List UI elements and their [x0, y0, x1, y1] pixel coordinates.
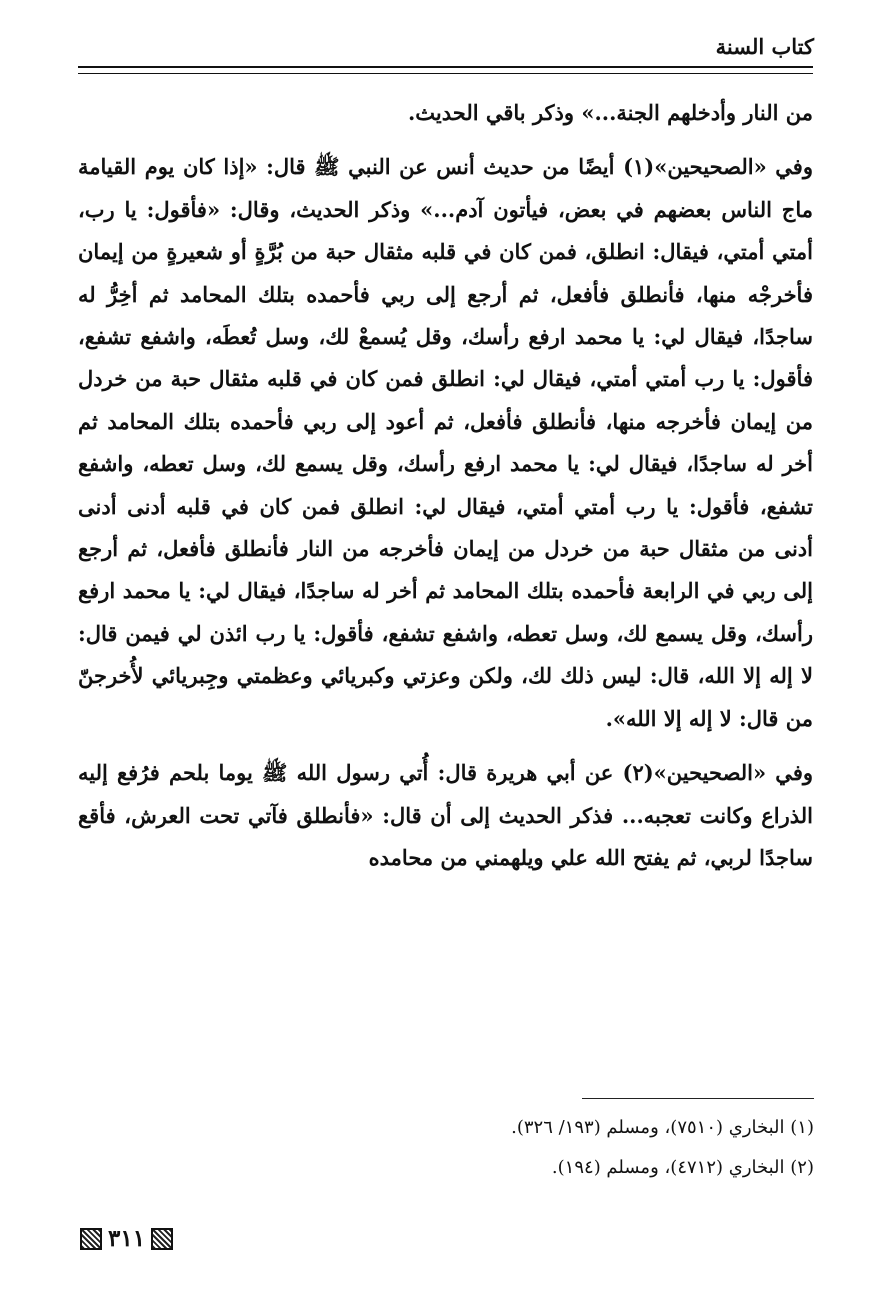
main-text-block	[78, 92, 813, 879]
paragraph-2: وفي «الصحيحين»(١) أيضًا من حديث أنس عن النبي ﷺ قال: «إذا كان يوم القيامة ماج الناس بعضهم في بعض، فيأتون آدم...» وذكر الحديث، وقال: «فأقول: يا رب، أمتي أمتي، فيقال: انطلق، فمن كان في قلبه مثقال حبة من بُرَّةٍ أو شعيرةٍ من إيمان فأخرجْه منها، فأنطلق فأفعل، ثم أرجع إلى ربي فأحمده بتلك المحامد ثم أخِرُّ له ساجدًا، فيقال لي: يا محمد ارفع رأسك، وقل يُسمعْ لك، وسل تُعطَه، واشفع تشفع، فأقول: يا رب أمتي أمتي، فيقال لي: انطلق فمن كان في قلبه مثقال حبة من خردل من إيمان فأخرجه منها، فأنطلق فأفعل، ثم أعود إلى ربي فأحمده بتلك المحامد ثم أخر له ساجدًا، فيقال لي: يا محمد ارفع رأسك، وقل يسمع لك، وسل تعطه، واشفع تشفع، فأقول: يا رب أمتي أمتي، فيقال لي: انطلق فمن كان في قلبه أدنى أدنى أدنى من مثقال حبة من خردل من إيمان فأخرجه من النار فأنطلق فأفعل، ثم أرجع إلى ربي في الرابعة فأحمده بتلك المحامد ثم أخر له ساجدًا، فيقال لي: يا محمد ارفع رأسك، وقل يسمع لك، وسل تعطه، واشفع تشفع، فأقول: يا رب ائذن لي فيمن قال: لا إله إلا الله، قال: ليس ذلك لك، ولكن وعزتي وكبريائي وعظمتي وجِبريائي لأُخرجنّ من قال: لا إله إلا الله».	[78, 154, 813, 731]
ornament-right-icon	[151, 1228, 173, 1250]
footnote-separator	[582, 1098, 814, 1099]
footnote-1: (١) البخاري (٧٥١٠)، ومسلم (١٩٣/ ٣٢٦).	[511, 1117, 814, 1138]
page-folio	[80, 1225, 173, 1253]
footnotes-block	[79, 1108, 814, 1188]
footnote-2: (٢) البخاري (٤٧١٢)، ومسلم (١٩٤).	[551, 1157, 814, 1178]
paragraph-3: وفي «الصحيحين»(٢) عن أبي هريرة قال: أُتي رسول الله ﷺ يوما بلحم فرُفع إليه الذراع وكانت تعجبه... فذكر الحديث إلى أن قال: «فأنطلق فآتي تحت العرش، فأقع ساجدًا لربي، ثم يفتح الله علي ويلهمني من محامده	[78, 760, 813, 870]
page-number: ٣١١	[108, 1225, 146, 1252]
ornament-left-icon	[80, 1228, 102, 1250]
paragraph-1: من النار وأدخلهم الجنة...» وذكر باقي الحديث.	[407, 100, 813, 125]
header-double-rule	[78, 66, 813, 74]
running-head: كتاب السنة	[715, 34, 814, 59]
